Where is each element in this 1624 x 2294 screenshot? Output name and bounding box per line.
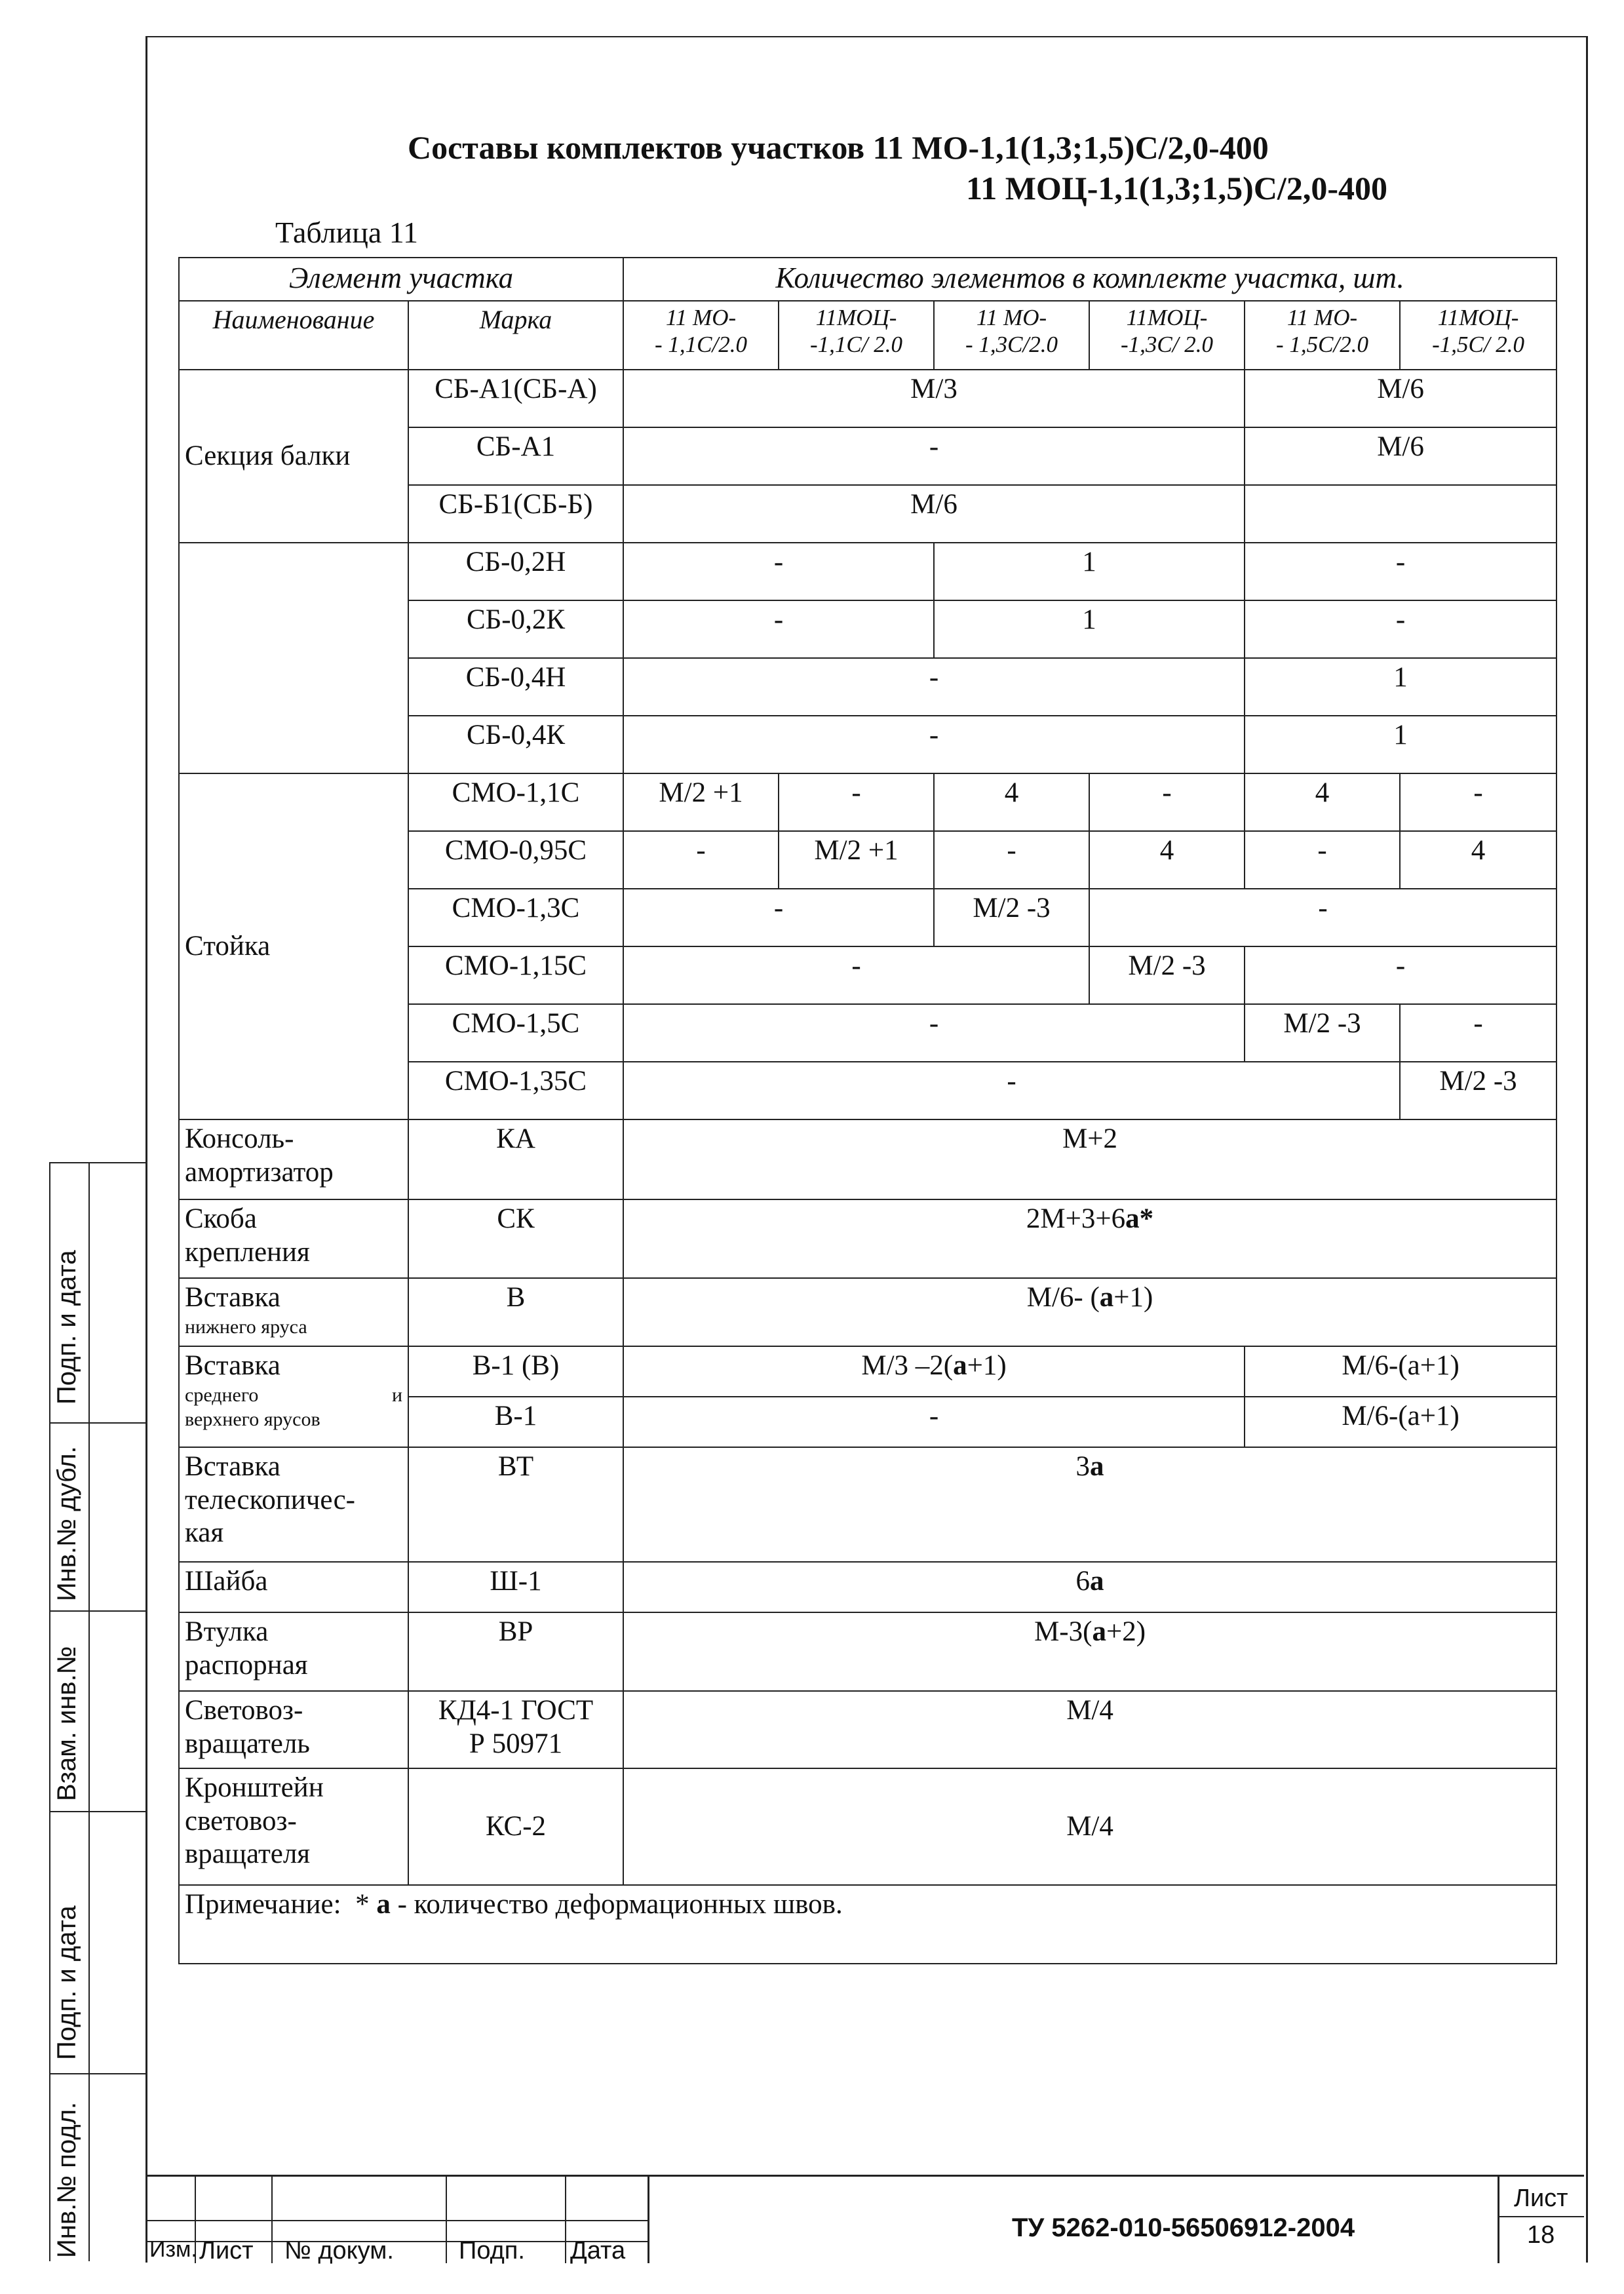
mark-cell: СБ-0,2К [408, 600, 623, 658]
value-cell: М/6- (а+1) [623, 1278, 1556, 1346]
side-label-inv-dup: Инв.№ дубл. [52, 1446, 81, 1601]
tb-line [145, 2220, 648, 2221]
name-cell: Консоль- амортизатор [179, 1119, 408, 1199]
header-variant-1: 11 МО- - 1,1С/2.0 [623, 301, 779, 370]
value-cell: - [623, 716, 1245, 773]
value-cell: М/6-(а+1) [1245, 1397, 1556, 1447]
value-cell: 4 [1089, 831, 1245, 889]
value-cell: - [623, 1004, 1245, 1062]
value-cell: М/2 -3 [1400, 1062, 1556, 1119]
value-cell: - [1245, 831, 1400, 889]
mark-cell: КА [408, 1119, 623, 1199]
tb-line [648, 2177, 649, 2263]
value-cell: - [934, 831, 1089, 889]
mark-cell: В-1 [408, 1397, 623, 1447]
mark-cell: В [408, 1278, 623, 1346]
doc-code: ТУ 5262-010-56506912-2004 [1012, 2213, 1355, 2242]
mark-cell: СБ-А1 [408, 427, 623, 485]
value-cell: 1 [934, 543, 1245, 600]
header-variant-6: 11МОЦ- -1,5С/ 2.0 [1400, 301, 1556, 370]
value-cell: - [623, 543, 934, 600]
value-cell: М-3(а+2) [623, 1612, 1556, 1691]
value-cell: М/3 [623, 370, 1245, 427]
mark-cell: СМО-1,35С [408, 1062, 623, 1119]
value-cell: - [1400, 1004, 1556, 1062]
value-cell: 4 [934, 773, 1089, 831]
strip-line [49, 2073, 145, 2074]
mark-cell: СМО-1,15С [408, 946, 623, 1004]
value-cell: М/6-(а+1) [1245, 1346, 1556, 1397]
side-label-sig-date-2: Подп. и дата [52, 1905, 81, 2060]
mark-cell: ВТ [408, 1447, 623, 1562]
value-cell: - [1245, 543, 1556, 600]
header-variant-3: 11 МО- - 1,3С/2.0 [934, 301, 1089, 370]
value-cell: М/6 [1245, 370, 1556, 427]
tb-doc-no: № докум. [284, 2237, 394, 2265]
value-cell: - [1089, 773, 1245, 831]
name-cell: Вставка нижнего яруса [179, 1278, 408, 1346]
tb-line [565, 2177, 566, 2263]
tb-list: Лист [199, 2237, 254, 2265]
value-cell: М/2 +1 [623, 773, 779, 831]
mark-cell: ВР [408, 1612, 623, 1691]
name-cell: Кронштейн световоз- вращателя [179, 1768, 408, 1885]
value-cell: 3а [623, 1447, 1556, 1562]
value-cell: 4 [1245, 773, 1400, 831]
side-label-swap-inv: Взам. инв.№ [52, 1646, 81, 1801]
value-cell: М/6 [1245, 427, 1556, 485]
value-cell-empty [1245, 485, 1556, 543]
mark-cell: СМО-0,95С [408, 831, 623, 889]
doc-title-line1: Составы комплектов участков 11 МО-1,1(1,3;1,5)С/2,0-400 [408, 129, 1269, 166]
value-cell: М/2 -3 [1245, 1004, 1400, 1062]
name-cell: Втулка распорная [179, 1612, 408, 1691]
value-cell: - [1400, 773, 1556, 831]
mark-cell: СМО-1,5С [408, 1004, 623, 1062]
mark-cell: СБ-0,2Н [408, 543, 623, 600]
value-cell: - [1245, 600, 1556, 658]
name-cell: Скоба крепления [179, 1199, 408, 1278]
value-cell: М/4 [623, 1768, 1556, 1885]
value-cell: - [623, 427, 1245, 485]
composition-table [178, 257, 1557, 1964]
side-label-sig-date-1: Подп. и дата [52, 1250, 81, 1405]
sheet-label: Лист [1514, 2185, 1568, 2212]
mark-cell: КС-2 [408, 1768, 623, 1885]
header-variant-4: 11МОЦ- -1,3С/ 2.0 [1089, 301, 1245, 370]
tb-line [271, 2177, 273, 2263]
value-cell: - [1089, 889, 1556, 946]
value-cell: М/3 –2(а+1) [623, 1346, 1245, 1397]
tb-date: Дата [570, 2237, 626, 2265]
value-cell: М/4 [623, 1691, 1556, 1768]
strip-line [49, 1610, 145, 1612]
tb-line [446, 2177, 447, 2263]
header-quantity: Количество элементов в комплекте участка, шт. [623, 258, 1556, 301]
value-cell: - [623, 1062, 1400, 1119]
value-cell: М/2 -3 [1089, 946, 1245, 1004]
mark-cell: В-1 (В) [408, 1346, 623, 1397]
mark-cell: СБ-0,4Н [408, 658, 623, 716]
value-cell: 4 [1400, 831, 1556, 889]
tb-sign: Подп. [459, 2237, 525, 2265]
tb-line [1498, 2177, 1499, 2263]
value-cell: - [623, 946, 1089, 1004]
strip-line [49, 1422, 145, 1424]
mark-cell: СК [408, 1199, 623, 1278]
strip-line [49, 1162, 50, 2261]
value-cell: 2М+3+6а* [623, 1199, 1556, 1278]
name-cell: Вставка среднего и верхнего ярусов [179, 1346, 408, 1447]
cell-post: Стойка [179, 773, 408, 1119]
value-cell: М/2 -3 [934, 889, 1089, 946]
mark-cell: СБ-Б1(СБ-Б) [408, 485, 623, 543]
table-note: Примечание: * а - количество деформационных швов. [179, 1885, 1556, 1964]
header-variant-5: 11 МО- - 1,5С/2.0 [1245, 301, 1400, 370]
doc-title-line2: 11 МОЦ-1,1(1,3;1,5)С/2,0-400 [966, 170, 1387, 206]
cell-section-beam-cont [179, 543, 408, 773]
tb-izm: Изм. [149, 2237, 197, 2262]
value-cell: М+2 [623, 1119, 1556, 1199]
strip-line [49, 1162, 145, 1163]
tb-line [1498, 2216, 1584, 2217]
value-cell: 1 [934, 600, 1245, 658]
value-cell: - [779, 773, 934, 831]
strip-line [88, 1162, 90, 2261]
mark-cell: СБ-0,4К [408, 716, 623, 773]
header-variant-2: 11МОЦ- -1,1С/ 2.0 [779, 301, 934, 370]
name-cell: Вставка телескопичес- кая [179, 1447, 408, 1562]
value-cell: - [623, 1397, 1245, 1447]
value-cell: 1 [1245, 716, 1556, 773]
table-number: Таблица 11 [275, 216, 419, 249]
mark-cell: КД4-1 ГОСТ Р 50971 [408, 1691, 623, 1768]
mark-cell: СБ-А1(СБ-А) [408, 370, 623, 427]
value-cell: - [623, 658, 1245, 716]
side-strip [49, 1162, 145, 2261]
value-cell: 1 [1245, 658, 1556, 716]
title-block [145, 2175, 1584, 2263]
side-label-inv-orig: Инв.№ подл. [52, 2101, 81, 2258]
header-mark: Марка [408, 301, 623, 370]
value-cell: М/6 [623, 485, 1245, 543]
strip-line [49, 1811, 145, 1812]
value-cell: - [623, 831, 779, 889]
mark-cell: СМО-1,1С [408, 773, 623, 831]
value-cell: - [623, 889, 934, 946]
header-name: Наименование [179, 301, 408, 370]
value-cell: - [1245, 946, 1556, 1004]
header-element: Элемент участка [179, 258, 623, 301]
value-cell: 6а [623, 1562, 1556, 1612]
name-cell: Шайба [179, 1562, 408, 1612]
name-cell: Световоз- вращатель [179, 1691, 408, 1768]
value-cell: М/2 +1 [779, 831, 934, 889]
sheet-number: 18 [1527, 2221, 1555, 2249]
value-cell: - [623, 600, 934, 658]
mark-cell: СМО-1,3С [408, 889, 623, 946]
cell-section-beam: Секция балки [179, 370, 408, 543]
mark-cell: Ш-1 [408, 1562, 623, 1612]
